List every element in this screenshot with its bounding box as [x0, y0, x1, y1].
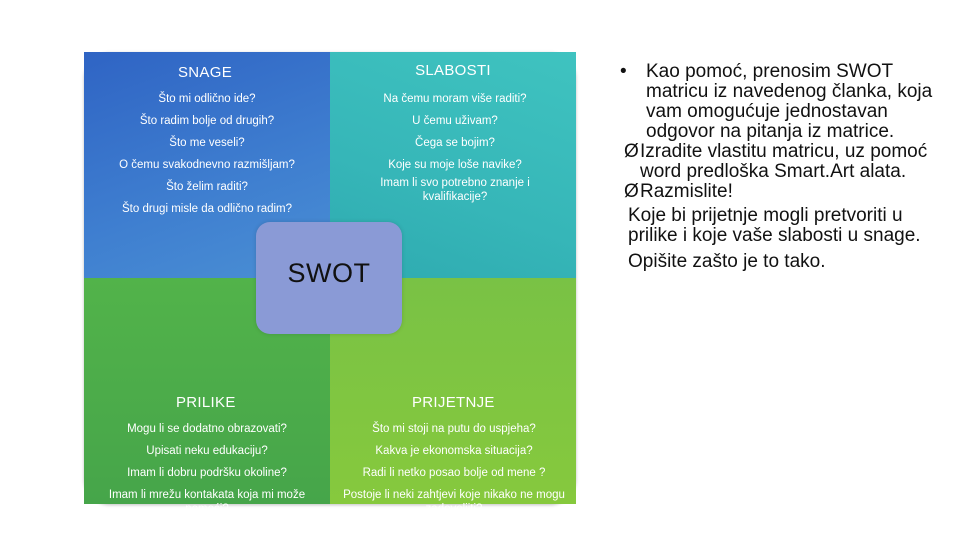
weaknesses-list: [352, 92, 558, 212]
threats-title: PRIJETNJE: [412, 394, 495, 411]
strengths-item: Što drugi misle da odlično radim?: [121, 203, 293, 215]
strengths-item: O čemu svakodnevno razmišljam?: [119, 159, 295, 171]
threats-item: Radi li netko posao bolje od mene ?: [362, 467, 546, 479]
strengths-item: Što me veseli?: [169, 137, 245, 149]
strengths-item: Što radim bolje od drugih?: [139, 115, 275, 127]
threats-item: Što mi stoji na putu do uspjeha?: [372, 423, 536, 435]
note-arrow-text-2: Razmislite!: [640, 181, 733, 202]
note-plain-text-2: Opišite zašto je to tako.: [628, 251, 826, 272]
opportunities-title: PRILIKE: [176, 394, 236, 411]
opportunities-item: Imam li dobru podršku okoline?: [127, 467, 287, 479]
weaknesses-title: SLABOSTI: [415, 62, 491, 79]
strengths-item: Što želim raditi?: [166, 181, 248, 193]
note-plain-item-1: [620, 206, 950, 246]
note-bullet-text: Kao pomoć, prenosim SWOT matricu iz navedenog članka, koja vam omogućuje jednostavan odgovor na pitanja iz matrice.: [646, 61, 933, 142]
threats-item: Nedostaju li mi certifikati ili određena znanja?: [360, 525, 548, 551]
opportunities-item: Mogu li se dodatno obrazovati?: [127, 423, 287, 435]
swot-center-label: SWOT: [287, 258, 371, 288]
weaknesses-item: U čemu uživam?: [412, 115, 498, 127]
arrow-bullet-icon: Ø: [624, 181, 639, 202]
opportunities-list: [96, 422, 318, 546]
note-arrow-item-1: [620, 142, 950, 182]
notes-text-block: [620, 62, 950, 272]
bullet-marker: •: [620, 61, 627, 82]
threats-list: [340, 422, 568, 560]
note-arrow-text-1: Izradite vlastitu matricu, uz pomoć word predloška Smart.Art alata.: [640, 141, 928, 182]
weaknesses-item: Na čemu moram više raditi?: [383, 93, 527, 105]
opportunities-item: Upisati neku edukaciju?: [146, 445, 268, 457]
strengths-list: [96, 92, 318, 224]
note-bullet-item: [620, 62, 950, 142]
note-arrow-item-2: [620, 182, 950, 202]
threats-item: Postoje li neki zahtjevi koje nikako ne mogu zadovoljiti?: [343, 489, 565, 515]
strengths-item: Što mi odlično ide?: [158, 93, 256, 105]
arrow-bullet-icon: Ø: [624, 141, 639, 162]
threats-item: Kakva je ekonomska situacija?: [375, 445, 533, 457]
opportunities-item: Postoji li interes za onim što me zanima?: [102, 525, 312, 537]
note-plain-text-1: Koje bi prijetnje mogli pretvoriti u prilike i koje vaše slabosti u snage.: [628, 205, 921, 246]
strengths-title: SNAGE: [178, 64, 233, 81]
weaknesses-item: Čega se bojim?: [415, 137, 495, 149]
weaknesses-item: Koje su moje loše navike?: [388, 159, 522, 171]
opportunities-item: Imam li mrežu kontakata koja mi može pomoći?: [108, 489, 306, 515]
weaknesses-item: Imam li svo potrebno znanje i kvalifikacije?: [380, 177, 530, 203]
note-plain-item-2: [620, 252, 950, 272]
